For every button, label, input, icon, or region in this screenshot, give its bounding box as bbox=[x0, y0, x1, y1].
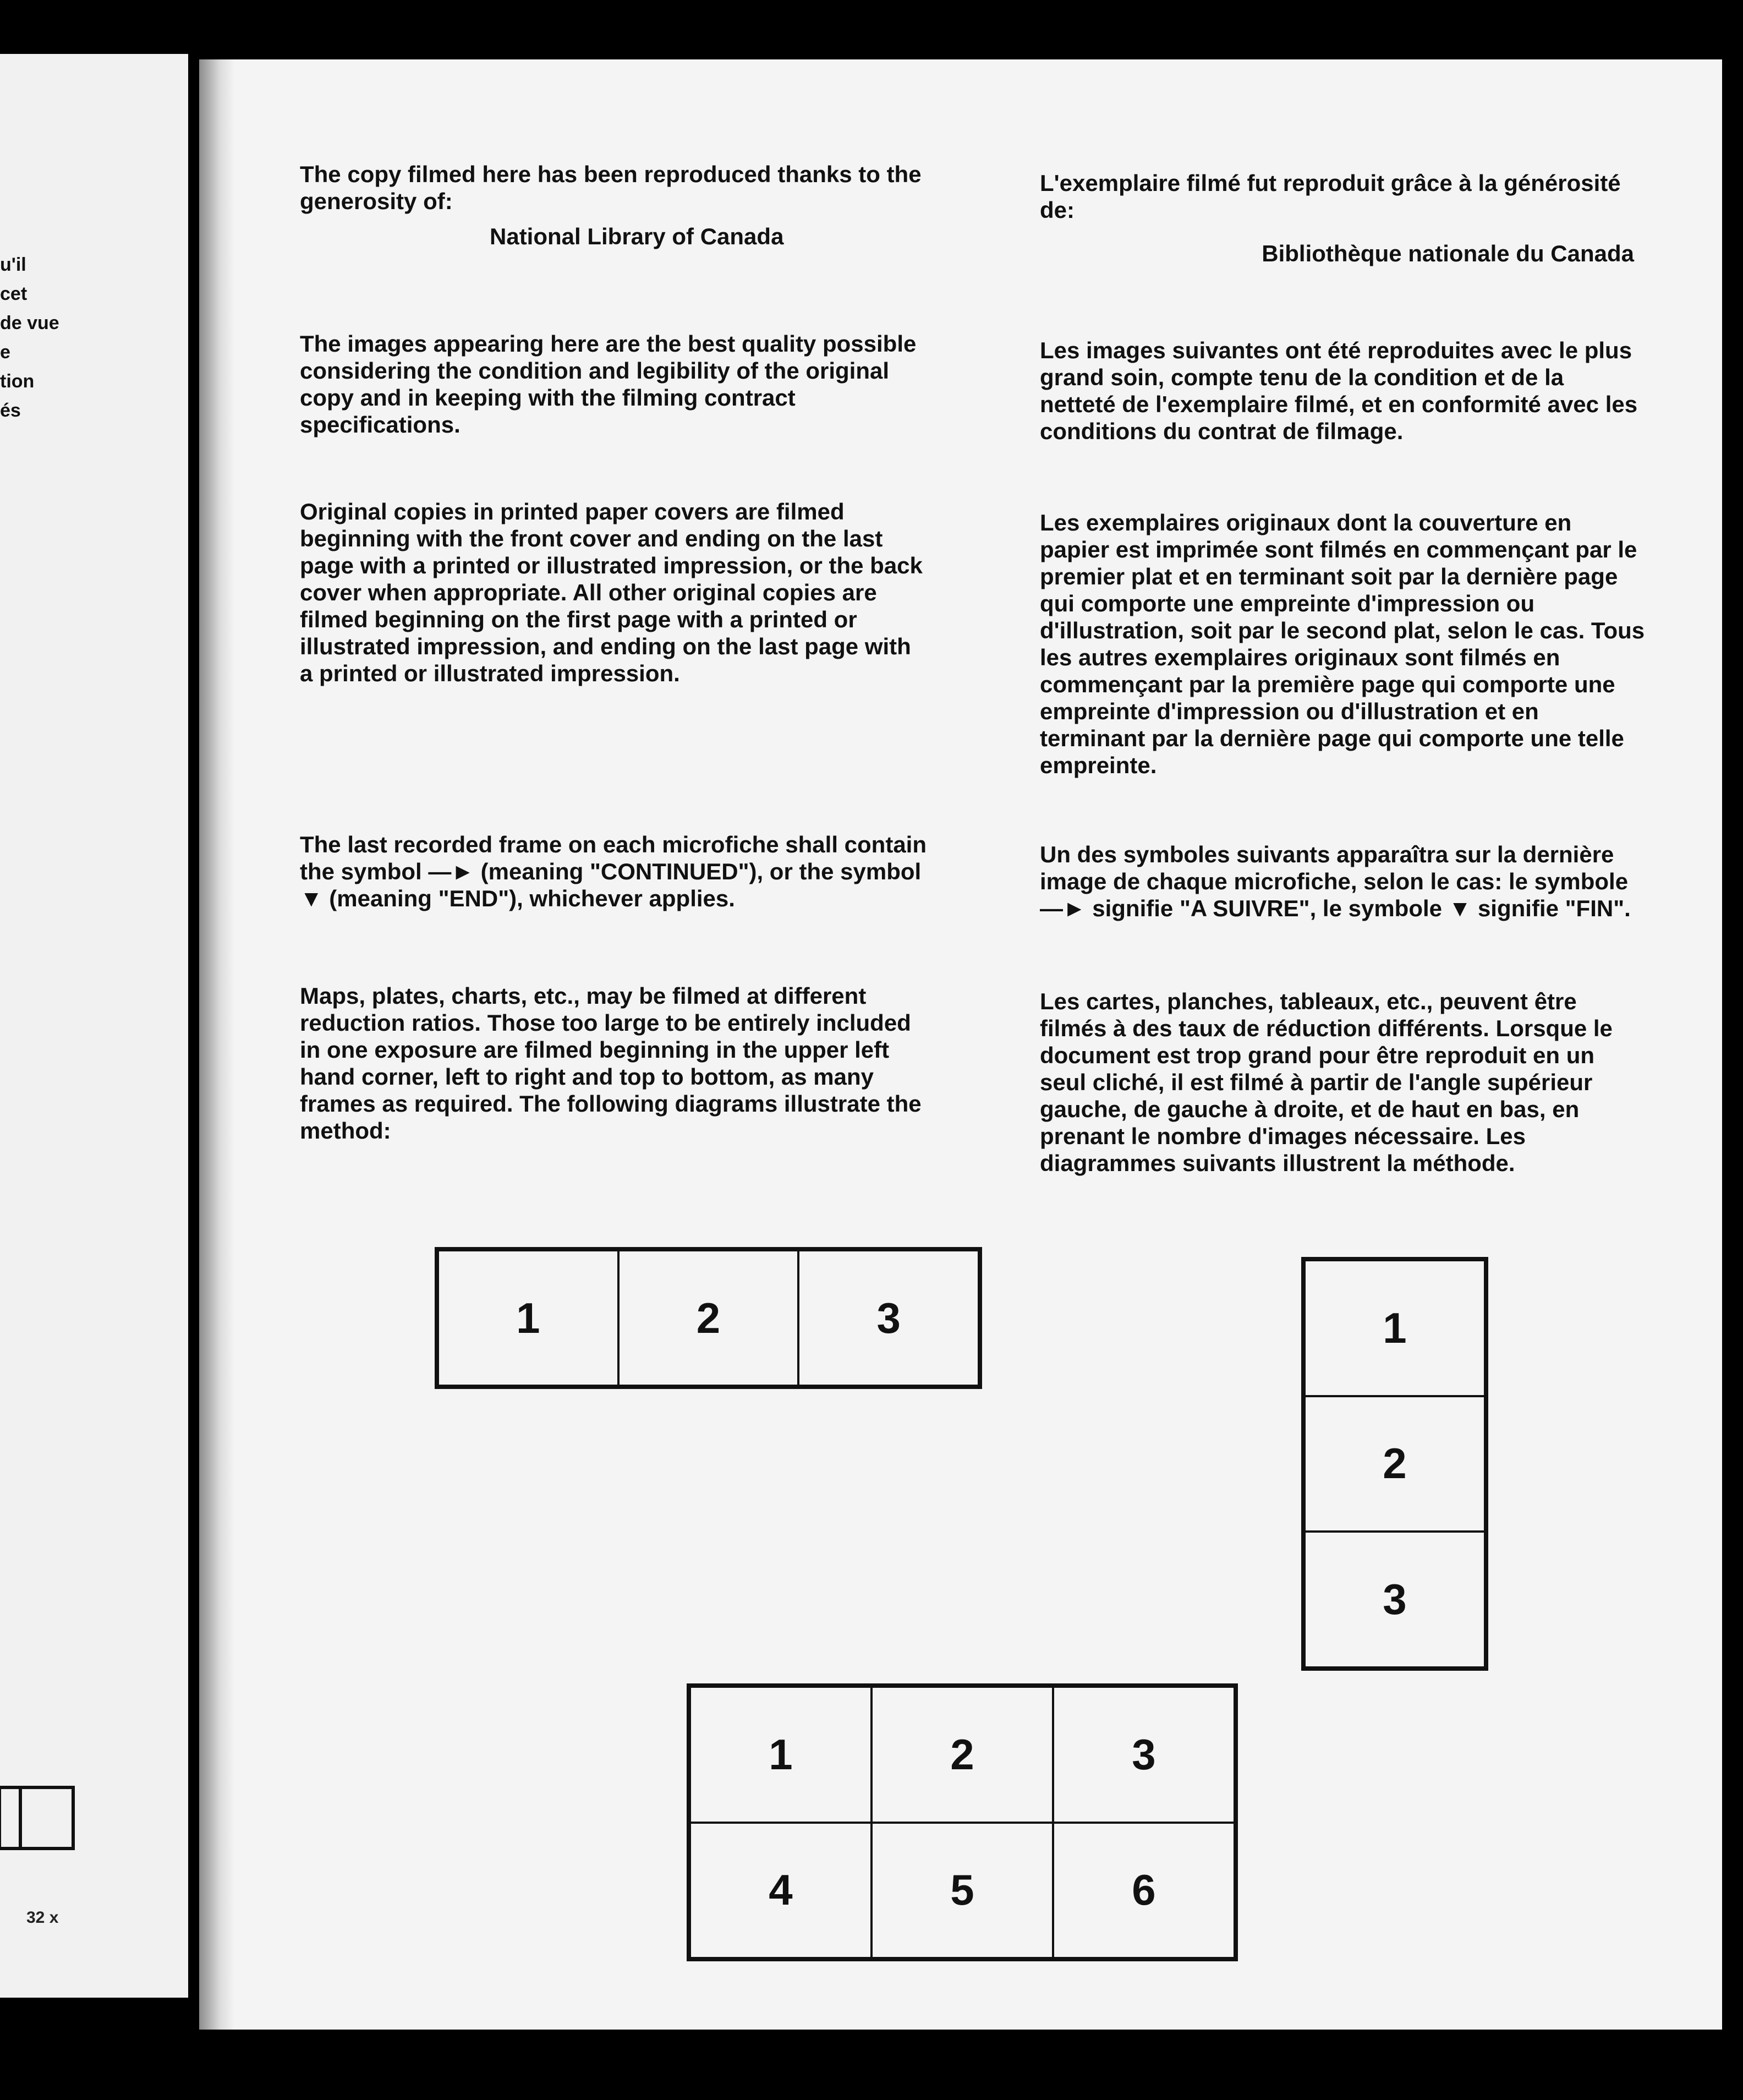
frame-cell: 1 bbox=[1304, 1260, 1486, 1397]
fragment-line: és bbox=[0, 400, 21, 421]
french-symbol-paragraph bbox=[1040, 841, 1645, 922]
frame-cell: 2 bbox=[1304, 1396, 1486, 1533]
french-credit-intro: L'exemplaire filmé fut reproduit grâce à la générosité de: bbox=[1040, 170, 1621, 223]
diagram-vertical-frames bbox=[1301, 1257, 1488, 1671]
text-run: signifie "A SUIVRE", le symbole bbox=[1092, 895, 1443, 921]
previous-page-diagram bbox=[0, 1786, 75, 1850]
paragraph-text: Les images suivantes ont été reproduites avec le plus grand soin, compte tenu de la condition et de la netteté de l'exemplaire filmé, et en conformité avec les conditions du contrat de filmage. bbox=[1040, 337, 1638, 444]
end-triangle-icon: ▼ bbox=[300, 885, 323, 911]
english-credit-intro: The copy filmed here has been reproduced thanks to the generosity of: bbox=[300, 161, 922, 214]
text-run: signifie "FIN". bbox=[1477, 895, 1631, 921]
english-maps-paragraph bbox=[300, 982, 927, 1144]
fragment-line: tion bbox=[0, 371, 35, 392]
english-quality-paragraph bbox=[300, 330, 927, 438]
paragraph-text bbox=[1040, 841, 1645, 922]
paragraph-text: Original copies in printed paper covers are filmed beginning with the front cover and ending on the last page with a printed or illustrated impression, or the back cover when appropriate. All other original copies are filmed beginning on the first page with a printed or illustrated impression, and ending on the last page with a printed or illustrated impression. bbox=[300, 499, 923, 686]
french-institution: Bibliothèque nationale du Canada bbox=[1262, 240, 1634, 266]
english-institution: National Library of Canada bbox=[490, 223, 784, 249]
french-maps-paragraph bbox=[1040, 988, 1645, 1177]
french-quality-paragraph bbox=[1040, 337, 1645, 445]
frame-cell: 2 bbox=[618, 1250, 799, 1386]
french-credit bbox=[1040, 169, 1645, 267]
frame-cell: 6 bbox=[1053, 1822, 1235, 1959]
text-run: (meaning "CONTINUED"), or the symbol bbox=[480, 858, 922, 884]
paragraph-text: Les exemplaires originaux dont la couverture en papier est imprimée sont filmés en commençant par le premier plat et en terminant soit par la dernière page qui comporte une empreinte d'impression ou d'illustration, soit par le second plat, selon le cas. Tous les autres exemplaires originaux sont filmés en commençant par la première page qui comporte une empreinte d'impression ou d'illustration et en terminant par la dernière page qui comporte une telle empreinte. bbox=[1040, 510, 1645, 778]
frame-cell: 5 bbox=[871, 1822, 1054, 1959]
frame-cell: 3 bbox=[1304, 1531, 1486, 1668]
french-covers-paragraph bbox=[1040, 509, 1645, 779]
text-run: (meaning "END"), whichever applies. bbox=[329, 885, 735, 911]
diagram-horizontal-frames bbox=[435, 1247, 982, 1389]
previous-page-text-fragments bbox=[0, 250, 59, 425]
previous-page bbox=[0, 54, 188, 1998]
fragment-line: u'il bbox=[0, 254, 26, 275]
diagram-six-frames bbox=[687, 1683, 1238, 1961]
paragraph-text: Maps, plates, charts, etc., may be filmed at different reduction ratios. Those too large to be entirely included in one exposure are filmed beginning in the upper left hand corner, left to right and top to bottom, as many frames as required. The following diagrams illustrate the method: bbox=[300, 983, 922, 1144]
frame-cell: 3 bbox=[798, 1250, 979, 1386]
frame-cell: 3 bbox=[1053, 1686, 1235, 1823]
frame-cell: 1 bbox=[689, 1686, 872, 1823]
page-fold-shadow bbox=[199, 59, 234, 2030]
paragraph-text bbox=[300, 831, 927, 912]
fragment-line: e bbox=[0, 342, 10, 363]
frame-cell: 1 bbox=[437, 1250, 619, 1386]
frame-cell: 2 bbox=[871, 1686, 1054, 1823]
frame-cell: 4 bbox=[689, 1822, 872, 1959]
paragraph-text: The images appearing here are the best quality possible considering the condition and legibility of the original copy and in keeping with the filming contract specifications. bbox=[300, 331, 917, 438]
continued-arrow-icon: —► bbox=[1040, 895, 1086, 921]
fragment-line: cet bbox=[0, 283, 28, 304]
text-run: Un des symboles suivants apparaîtra sur la dernière image de chaque microfiche, selon le cas: le symbole bbox=[1040, 841, 1629, 894]
reduction-ratio-label: 32 x bbox=[26, 1908, 59, 1927]
text-run: The last recorded frame on each microfiche shall contain the symbol bbox=[300, 832, 927, 884]
fragment-line: de vue bbox=[0, 313, 59, 333]
continued-arrow-icon: —► bbox=[428, 858, 474, 884]
paragraph-text: Les cartes, planches, tableaux, etc., peuvent être filmés à des taux de réduction différents. Lorsque le document est trop grand pour être reproduit en un seul cliché, il est filmé à partir de l'angle supérieur gauche, de gauche à droite, et de haut en bas, en prenant le nombre d'images nécessaire. Les diagrammes suivants illustrent la méthode. bbox=[1040, 988, 1613, 1176]
english-symbol-paragraph bbox=[300, 831, 927, 912]
english-credit bbox=[300, 161, 927, 250]
english-covers-paragraph bbox=[300, 498, 927, 687]
end-triangle-icon: ▼ bbox=[1448, 895, 1472, 921]
